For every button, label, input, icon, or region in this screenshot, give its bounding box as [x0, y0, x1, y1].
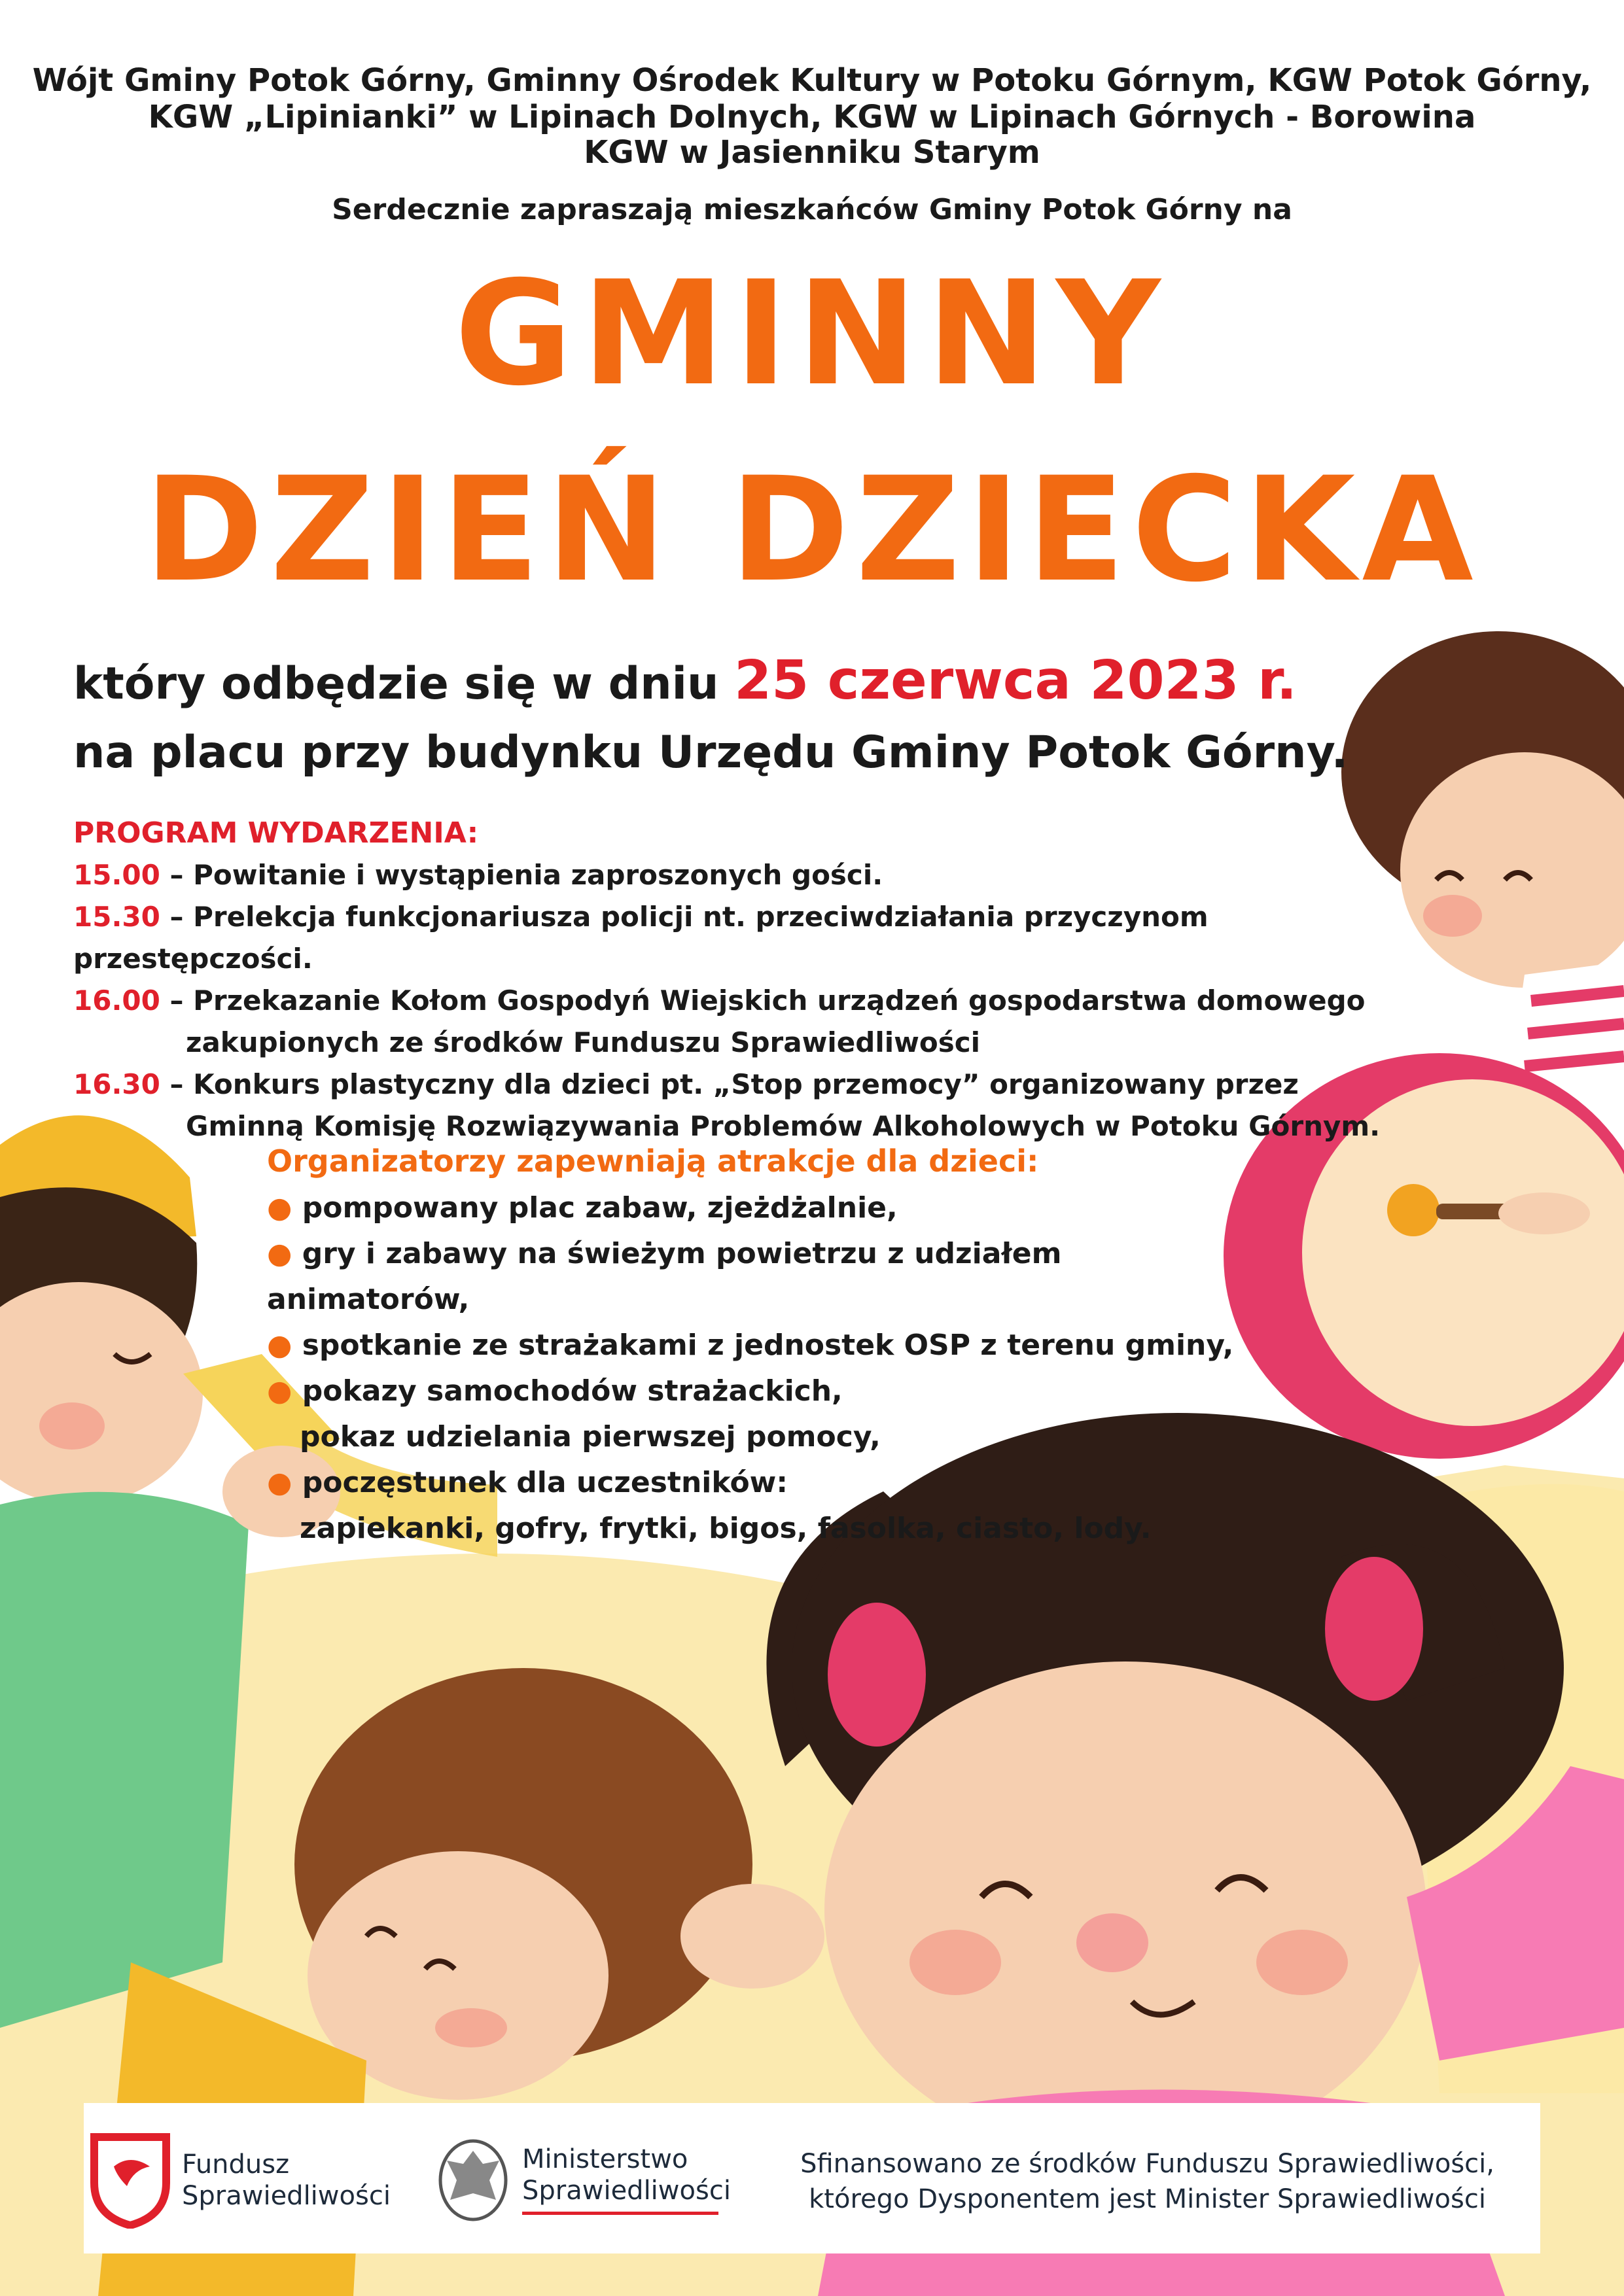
attraction-item: ● pompowany plac zabaw, zjeżdżalnie, — [267, 1191, 898, 1225]
attraction-item: ● gry i zabawy na świeżym powietrzu z udziałem animatorów, — [267, 1237, 1062, 1316]
event-date-line — [73, 650, 1297, 712]
attraction-item-continuation: zapiekanki, gofry, frytki, bigos, fasolka, ciasto, lody. — [300, 1512, 1152, 1545]
ministry-name-line-1: Ministerstwo — [522, 2144, 688, 2174]
organizers-line-3: KGW w Jasienniku Starym — [584, 134, 1040, 171]
program-time: 15.00 — [73, 859, 160, 891]
attraction-item: ● pokazy samochodów strażackich, — [267, 1374, 843, 1408]
invitation-line: Serdecznie zapraszają mieszkańców Gminy Potok Górny na — [332, 193, 1292, 226]
program-item-continuation: Gminną Komisję Rozwiązywania Problemów Alkoholowych w Potoku Górnym. — [186, 1110, 1381, 1142]
attraction-item: ● poczęstunek dla uczestników: — [267, 1466, 788, 1499]
program-text: – Konkurs plastyczny dla dzieci pt. „Stop przemocy” organizowany przez — [169, 1068, 1299, 1100]
bullet-icon: ● — [267, 1374, 292, 1408]
fund-name-line-2: Sprawiedliwości — [182, 2181, 391, 2211]
bullet-icon: ● — [267, 1329, 292, 1362]
bullet-icon: ● — [267, 1466, 292, 1499]
program-item-continuation: zakupionych ze środków Funduszu Sprawiedliwości — [186, 1026, 981, 1058]
bullet-icon: ● — [267, 1237, 292, 1270]
ministry-name-line-2: Sprawiedliwości — [522, 2176, 731, 2206]
program-text: – Powitanie i wystąpienia zaproszonych gości. — [169, 859, 883, 891]
event-date-prefix: który odbędzie się w dniu — [73, 658, 719, 710]
program-list — [73, 854, 1447, 1147]
program-title: PROGRAM WYDARZENIA: — [73, 816, 479, 850]
title-line-1: GMINNY — [454, 250, 1170, 417]
organizers-line-2: KGW „Lipinianki” w Lipinach Dolnych, KGW w Lipinach Górnych - Borowina — [148, 99, 1476, 135]
program-item — [73, 896, 1447, 980]
program-time: 15.30 — [73, 901, 160, 933]
funding-note — [800, 2146, 1494, 2217]
event-location: na placu przy budynku Urzędu Gminy Potok Górny. — [73, 727, 1349, 778]
program-text: – Przekazanie Kołom Gospodyń Wiejskich urządzeń gospodarstwa domowego — [169, 984, 1366, 1017]
footer-bar — [84, 2103, 1540, 2253]
program-text: – Prelekcja funkcjonariusza policji nt. przeciwdziałania przyczynom przestępczości. — [73, 901, 1209, 975]
program-item — [73, 854, 1447, 896]
ministry-underline — [522, 2212, 718, 2215]
bullet-icon: ● — [267, 1191, 292, 1225]
attraction-item: ● spotkanie ze strażakami z jednostek OSP z terenu gminy, — [267, 1329, 1234, 1362]
attractions-title: Organizatorzy zapewniają atrakcje dla dzieci: — [267, 1143, 1039, 1179]
program-time: 16.30 — [73, 1068, 160, 1100]
funding-note-line-1: Sfinansowano ze środków Funduszu Sprawiedliwości, — [800, 2149, 1494, 2179]
attractions-list — [267, 1185, 1248, 1552]
organizers-line-1: Wójt Gminy Potok Górny, Gminny Ośrodek Kultury w Potoku Górnym, KGW Potok Górny, — [32, 62, 1592, 99]
funding-note-line-2: którego Dysponentem jest Minister Sprawiedliwości — [809, 2184, 1486, 2214]
fund-name-line-1: Fundusz — [182, 2149, 290, 2180]
fund-logo-icon — [88, 2131, 173, 2229]
program-item — [73, 980, 1447, 1022]
attraction-item-continuation: pokaz udzielania pierwszej pomocy, — [300, 1420, 881, 1453]
program-item — [73, 1064, 1447, 1105]
event-date: 25 czerwca 2023 r. — [734, 650, 1297, 712]
program-time: 16.00 — [73, 984, 160, 1017]
title-line-2: DZIEŃ DZIECKA — [144, 446, 1480, 614]
eagle-emblem-icon — [434, 2134, 512, 2226]
